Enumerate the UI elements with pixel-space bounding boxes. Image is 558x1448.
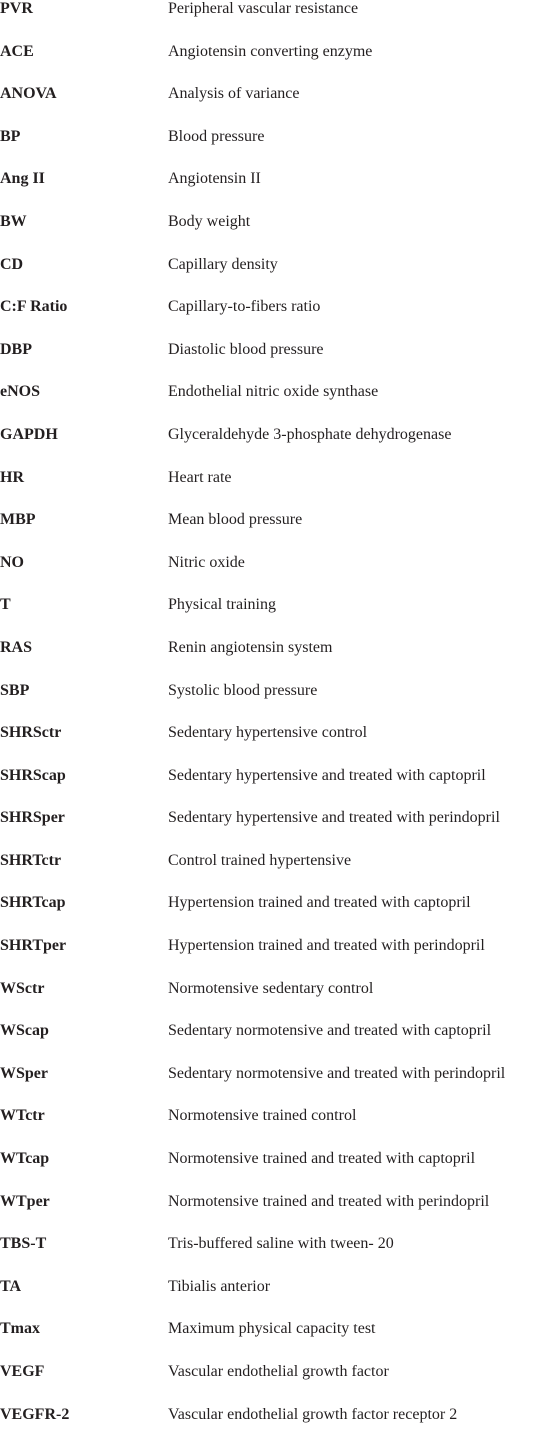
abbreviation-row [0,682,558,725]
abbreviation-row [0,1363,558,1406]
abbreviation-definition: Normotensive trained and treated with perindopril [168,1192,490,1210]
abbreviation-term: RAS [0,638,33,656]
abbreviation-definition: Renin angiotensin system [168,638,333,656]
abbreviation-definition: Hypertension trained and treated with captopril [168,894,471,912]
abbreviation-definition: Physical training [168,596,276,614]
abbreviation-row [0,937,558,980]
abbreviation-definition: Nitric oxide [168,553,245,571]
abbreviation-definition: Heart rate [168,468,232,486]
abbreviation-term: WTctr [0,1107,45,1125]
abbreviation-term: ANOVA [0,85,57,103]
abbreviation-row [0,1022,558,1065]
abbreviation-definition: Hypertension trained and treated with perindopril [168,937,485,955]
abbreviation-row [0,894,558,937]
abbreviation-row [0,511,558,554]
abbreviation-row [0,1320,558,1363]
abbreviation-row [0,1150,558,1193]
abbreviation-row [0,383,558,426]
abbreviation-definition: Blood pressure [168,127,265,145]
abbreviation-definition: Peripheral vascular resistance [168,0,359,17]
abbreviation-definition: Maximum physical capacity test [168,1320,376,1338]
abbreviation-definition: Analysis of variance [168,85,300,103]
abbreviation-definition: Tibialis anterior [168,1277,271,1295]
abbreviation-term: BW [0,212,27,230]
abbreviation-term: NO [0,553,24,571]
abbreviation-term: SBP [0,681,30,699]
abbreviation-row [0,426,558,469]
abbreviation-term: VEGF [0,1363,45,1380]
abbreviation-term: TA [0,1277,22,1295]
abbreviation-row [0,767,558,810]
abbreviation-definition: Sedentary hypertensive and treated with perindopril [168,809,500,827]
abbreviation-row [0,1065,558,1108]
abbreviation-row [0,639,558,682]
abbreviation-definition: Normotensive trained control [168,1107,357,1125]
abbreviation-definition: Normotensive trained and treated with captopril [168,1150,476,1168]
abbreviation-term: WSper [0,1064,48,1082]
abbreviation-term: ACE [0,42,34,60]
abbreviation-row [0,1278,558,1321]
abbreviation-row [0,809,558,852]
abbreviation-term: CD [0,255,24,273]
abbreviation-row [0,596,558,639]
abbreviation-row [0,43,558,86]
abbreviation-term: MBP [0,511,36,529]
abbreviation-term: SHRScap [0,766,66,784]
abbreviation-row [0,341,558,384]
abbreviation-term: DBP [0,340,32,358]
abbreviation-term: C:F Ratio [0,298,68,316]
abbreviation-definition: Sedentary hypertensive and treated with captopril [168,766,486,784]
abbreviation-term: WTcap [0,1150,50,1168]
abbreviation-definition: Glyceraldehyde 3-phosphate dehydrogenase [168,425,452,443]
abbreviation-definition: Angiotensin II [168,170,261,188]
abbreviation-definition: Vascular endothelial growth factor [168,1363,389,1380]
abbreviation-definition: Systolic blood pressure [168,681,318,699]
abbreviation-row [0,1235,558,1278]
abbreviation-definition: Angiotensin converting enzyme [168,42,373,60]
abbreviation-term: SHRSper [0,809,65,827]
abbreviation-term: SHRTctr [0,851,62,869]
abbreviation-term: T [0,596,11,614]
abbreviation-term: Ang II [0,170,45,188]
abbreviation-row [0,256,558,299]
abbreviation-row [0,0,558,43]
abbreviation-term: SHRTcap [0,894,66,912]
abbreviation-definition: Endothelial nitric oxide synthase [168,383,379,401]
abbreviation-row [0,1107,558,1150]
abbreviation-term: TBS-T [0,1235,47,1253]
abbreviation-definition: Control trained hypertensive [168,851,352,869]
abbreviation-row [0,554,558,597]
abbreviation-term: WScap [0,1022,49,1040]
abbreviation-row [0,1406,558,1448]
abbreviation-definition: Sedentary normotensive and treated with captopril [168,1022,492,1040]
abbreviation-term: HR [0,468,24,486]
abbreviation-term: WTper [0,1192,50,1210]
abbreviation-term: PVR [0,0,33,17]
abbreviation-row [0,1193,558,1236]
abbreviation-definition: Diastolic blood pressure [168,340,324,358]
abbreviation-definition: Tris-buffered saline with tween- 20 [168,1235,394,1253]
abbreviation-definition: Normotensive sedentary control [168,979,374,997]
abbreviation-row [0,724,558,767]
abbreviation-term: GAPDH [0,425,58,443]
abbreviation-row [0,298,558,341]
abbreviation-definition: Capillary density [168,255,278,273]
abbreviation-term: WSctr [0,979,45,997]
abbreviation-definition: Sedentary normotensive and treated with perindopril [168,1064,506,1082]
abbreviation-row [0,128,558,171]
abbreviation-row [0,980,558,1023]
abbreviation-term: VEGFR-2 [0,1405,70,1423]
abbreviation-row [0,469,558,512]
abbreviation-term: eNOS [0,383,40,401]
abbreviation-definition: Vascular endothelial growth factor receptor 2 [168,1405,458,1423]
abbreviation-term: SHRTper [0,937,67,955]
abbreviation-row [0,170,558,213]
abbreviation-term: Tmax [0,1320,40,1338]
abbreviation-term: BP [0,127,21,145]
abbreviation-row [0,852,558,895]
abbreviation-definition: Body weight [168,212,251,230]
abbreviation-definition: Mean blood pressure [168,511,303,529]
abbreviation-term: SHRSctr [0,724,62,742]
abbreviation-row [0,213,558,256]
abbreviation-definition: Capillary-to-fibers ratio [168,298,321,316]
abbreviation-row [0,85,558,128]
abbreviation-definition: Sedentary hypertensive control [168,724,368,742]
